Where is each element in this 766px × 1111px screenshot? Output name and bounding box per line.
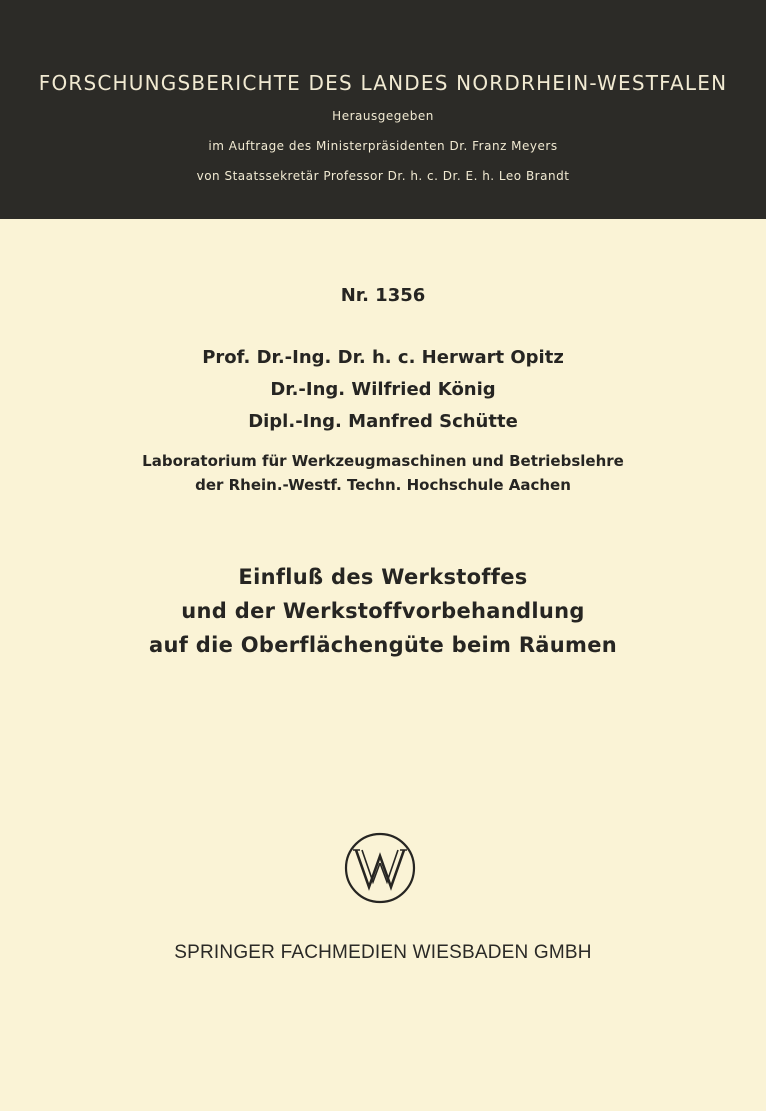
book-title-line-3: auf die Oberflächengüte beim Räumen — [148, 633, 618, 657]
header-band — [0, 0, 766, 219]
book-title-line-1: Einfluß des Werkstoffes — [238, 565, 528, 589]
institute-line-2: der Rhein.-Westf. Techn. Hochschule Aachen — [195, 476, 571, 494]
published-by-line: Herausgegeben — [332, 109, 434, 123]
report-number: Nr. 1356 — [340, 285, 426, 306]
editor-line: von Staatssekretär Professor Dr. h. c. Dr. E. h. Leo Brandt — [196, 169, 570, 183]
institute-line-1: Laboratorium für Werkzeugmaschinen und Betriebslehre — [142, 452, 624, 470]
springer-vs-monogram-icon — [344, 832, 416, 904]
author-1: Prof. Dr.-Ing. Dr. h. c. Herwart Opitz — [202, 347, 564, 368]
commissioned-by-line: im Auftrage des Ministerpräsidenten Dr. Franz Meyers — [208, 139, 558, 153]
author-3: Dipl.-Ing. Manfred Schütte — [248, 411, 518, 432]
series-title: FORSCHUNGSBERICHTE DES LANDES NORDRHEIN-WESTFALEN — [38, 71, 728, 95]
publisher-name: SPRINGER FACHMEDIEN WIESBADEN GMBH — [174, 942, 592, 963]
author-2: Dr.-Ing. Wilfried König — [270, 379, 496, 400]
book-title-line-2: und der Werkstoffvorbehandlung — [181, 599, 585, 623]
